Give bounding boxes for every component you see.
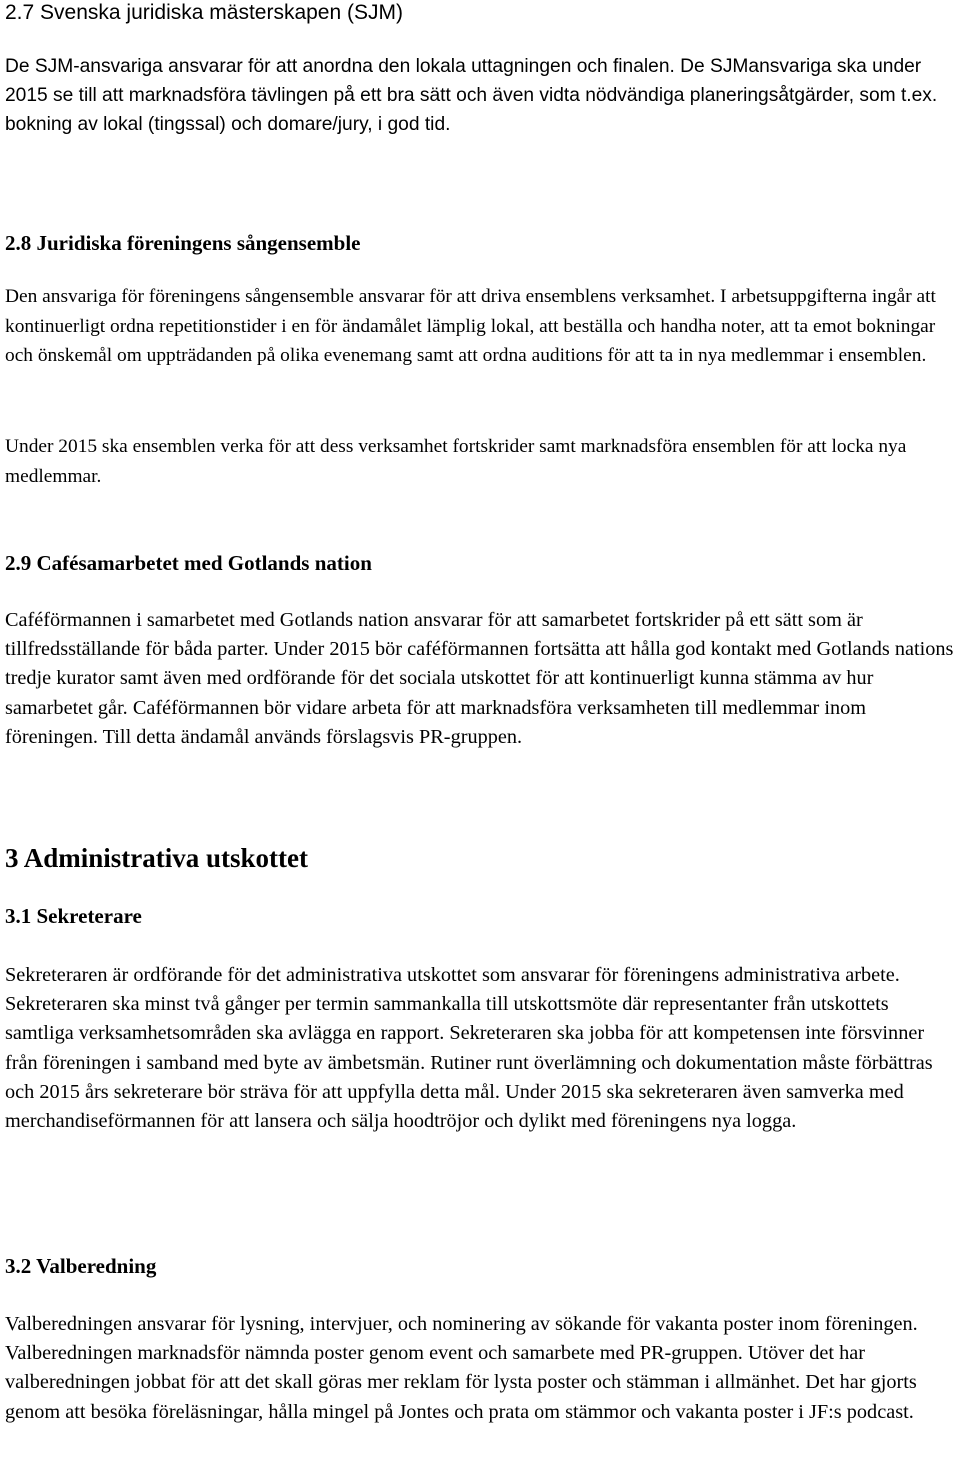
paragraph-choir-1: Den ansvariga för föreningens sångensemble ansvarar för att driva ensemblens verksamhet. I arbetsuppgifterna ingår att kontinuerligt ordna repetitionstider i en för ändamålet lämplig lokal, att beställa och handha noter, att ta emot bokningar och önskemål om uppträdanden på olika evenemang samt att ordna auditions för att ta in nya medlemmar i ensemblen. bbox=[5, 286, 936, 366]
paragraph-nomination: Valberedningen ansvarar för lysning, intervjuer, och nominering av sökande för vakanta poster inom föreningen. Valberedningen marknadsför nämnda poster genom event och samarbete med PR-gruppen. Utöver det har valberedningen jobbat för att det skall göras mer reklam för lysta poster och stämman i allmänhet. Det har gjorts genom att besöka föreläsningar, hålla mingel på Jontes och prata om stämmor och vakanta poster i JF:s podcast. bbox=[5, 1313, 918, 1423]
heading-secretary: 3.1 Sekreterare bbox=[5, 904, 142, 928]
heading-sjm: 2.7 Svenska juridiska mästerskapen (SJM) bbox=[5, 1, 403, 24]
paragraph-cafe: Caféförmannen i samarbetet med Gotlands nation ansvarar för att samarbetet fortskrider på ett sätt som är tillfredsställande för båda parter. Under 2015 bör caféförmannen fortsätta att hålla god kontakt med Gotlands nations tredje kurator samt även med ordförande för det sociala utskottet för att kontinuerligt kunna stämma av hur samarbetet går. Caféförmannen bör vidare arbeta för att marknadsföra verksamheten till medlemmar inom föreningen. Till detta ändamål används förslagsvis PR-gruppen. bbox=[5, 609, 954, 748]
heading-cafe: 2.9 Cafésamarbetet med Gotlands nation bbox=[5, 551, 372, 575]
paragraph-choir-2: Under 2015 ska ensemblen verka för att dess verksamhet fortskrider samt marknadsföra ensemblen för att locka nya medlemmar. bbox=[5, 436, 907, 487]
heading-admin: 3 Administrativa utskottet bbox=[5, 843, 308, 873]
heading-choir: 2.8 Juridiska föreningens sångensemble bbox=[5, 231, 361, 255]
heading-nomination: 3.2 Valberedning bbox=[5, 1254, 157, 1278]
paragraph-sjm: De SJM-ansvariga ansvarar för att anordna den lokala uttagningen och finalen. De SJMansvariga ska under 2015 se till att marknadsföra tävlingen på ett bra sätt och även vidta nödvändiga planeringsåtgärder, som t.ex. bokning av lokal (tingssal) och domare/jury, i god tid. bbox=[5, 56, 938, 136]
paragraph-secretary: Sekreteraren är ordförande för det administrativa utskottet som ansvarar för föreningens administrativa arbete. Sekreteraren ska minst två gånger per termin sammankalla till utskottsmöte där representanter från utskottets samtliga verksamhetsområden ska avlägga en rapport. Sekreteraren ska jobba för att kompetensen inte försvinner från föreningen i samband med byte av ämbetsmän. Rutiner runt överlämning och dokumentation måste förbättras och 2015 års sekreterare bör sträva för att uppfylla detta mål. Under 2015 ska sekreteraren även samverka med merchandiseförmannen för att lansera och sälja hoodtröjor och dylikt med föreningens nya logga. bbox=[5, 964, 933, 1133]
